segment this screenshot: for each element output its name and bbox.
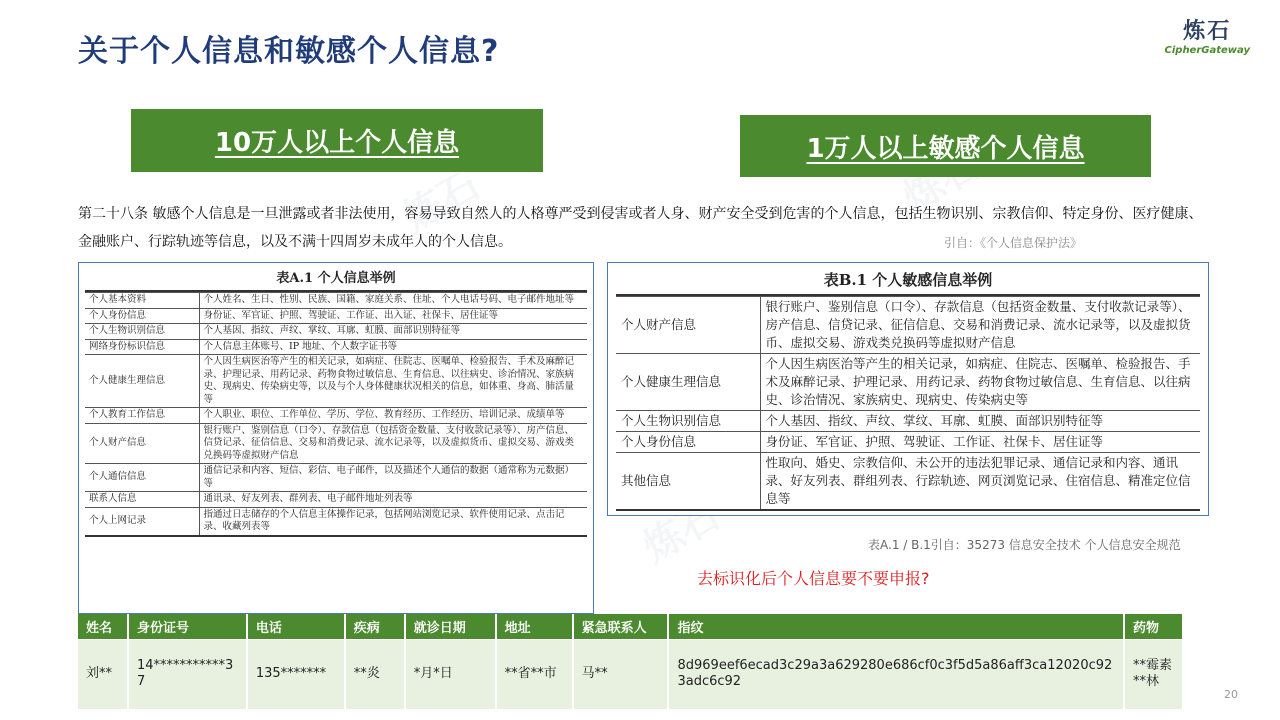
column-header: 紧急联系人 bbox=[573, 614, 669, 639]
table-row bbox=[85, 423, 587, 464]
row-description: 银行账户、鉴别信息（口令）、存款信息（包括资金数量、支付收款记录等）、房产信息、信贷记录、征信信息、交易和消费记录、流水记录等，以及虚拟货币、虚拟交易、游戏类兑换码等虚拟财产信息 bbox=[760, 297, 1200, 354]
banner-sensitive-info bbox=[740, 115, 1151, 177]
data-cell: **霉素 **林 bbox=[1124, 639, 1183, 709]
watermark: 炼石 bbox=[395, 161, 488, 242]
table-row bbox=[85, 339, 587, 355]
data-cell: 刘** bbox=[78, 639, 128, 709]
table-b1-caption: 表B.1 个人敏感信息举例 bbox=[616, 267, 1200, 296]
table-row bbox=[85, 355, 587, 408]
row-description: 个人基因、指纹、声纹、掌纹、耳廓、虹膜、面部识别特征等 bbox=[760, 411, 1200, 432]
table-row bbox=[616, 297, 1200, 354]
table-row bbox=[85, 492, 587, 508]
row-category: 个人教育工作信息 bbox=[85, 408, 199, 424]
row-description: 个人职业、职位、工作单位、学历、学位、教育经历、工作经历、培训记录、成绩单等 bbox=[199, 408, 587, 424]
table-a1-body bbox=[85, 292, 587, 537]
table-row bbox=[616, 354, 1200, 411]
table-a1 bbox=[78, 262, 594, 614]
table-row bbox=[85, 293, 587, 309]
table-row bbox=[85, 308, 587, 324]
row-description: 个人因生病医治等产生的相关记录，如病症、住院志、医嘱单、检验报告、手术及麻醉记录、护理记录、用药记录、药物食物过敏信息、生育信息、以往病史、诊治情况、家族病史、现病史、传染病史等 bbox=[760, 354, 1200, 411]
data-cell: **炎 bbox=[345, 639, 405, 709]
column-header: 就诊日期 bbox=[405, 614, 496, 639]
source-note: 表A.1 / B.1引自：35273 信息安全技术 个人信息安全规范 bbox=[868, 538, 1181, 552]
table-b1-body bbox=[616, 296, 1200, 511]
row-category: 个人基本资料 bbox=[85, 293, 199, 309]
row-description: 个人因生病医治等产生的相关记录，如病症、住院志、医嘱单、检验报告、手术及麻醉记录、护理记录、用药记录、药物食物过敏信息、生育信息、以往病史、诊治情况、家族病史、现病史、传染病史等，以及与个人身体健康状况相关的信息，如体重、身高、肺活量等 bbox=[199, 355, 587, 408]
table-row bbox=[616, 432, 1200, 453]
row-category: 个人上网记录 bbox=[85, 507, 199, 536]
column-header: 药物 bbox=[1124, 614, 1183, 639]
data-cell: *月*日 bbox=[405, 639, 496, 709]
column-header: 姓名 bbox=[78, 614, 128, 639]
row-description: 指通过日志储存的个人信息主体操作记录，包括网站浏览记录、软件使用记录、点击记录、收藏列表等 bbox=[199, 507, 587, 536]
data-cell: 8d969eef6ecad3c29a3a629280e686cf0c3f5d5a86aff3ca12020c923adc6c92 bbox=[668, 639, 1123, 709]
data-cell: 135******* bbox=[247, 639, 345, 709]
column-header: 疾病 bbox=[345, 614, 405, 639]
row-category: 个人身份信息 bbox=[616, 432, 760, 453]
banner-label: 10万人以上个人信息 bbox=[214, 128, 460, 158]
row-description: 银行账户、鉴别信息（口令）、存款信息（包括资金数量、支付收款记录等）、房产信息、信贷记录、征信信息、交易和消费记录、流水记录等，以及虚拟货币、虚拟交易、游戏类兑换码等虚拟财产信息 bbox=[199, 423, 587, 464]
logo bbox=[1165, 14, 1250, 56]
table-row bbox=[85, 324, 587, 340]
row-description: 身份证、军官证、护照、驾驶证、工作证、出入证、社保卡、居住证等 bbox=[199, 308, 587, 324]
banner-personal-info bbox=[131, 109, 543, 172]
column-header: 身份证号 bbox=[128, 614, 247, 639]
page-number: 20 bbox=[1224, 688, 1238, 701]
row-description: 个人基因、指纹、声纹、掌纹、耳廓、虹膜、面部识别特征等 bbox=[199, 324, 587, 340]
row-category: 个人健康生理信息 bbox=[85, 355, 199, 408]
row-category: 个人财产信息 bbox=[616, 297, 760, 354]
table-a1-caption: 表A.1 个人信息举例 bbox=[85, 265, 587, 292]
table-b1 bbox=[607, 262, 1209, 516]
row-category: 个人生物识别信息 bbox=[616, 411, 760, 432]
row-category: 个人通信信息 bbox=[85, 464, 199, 492]
table-row bbox=[85, 507, 587, 536]
row-category: 个人生物识别信息 bbox=[85, 324, 199, 340]
row-description: 身份证、军官证、护照、驾驶证、工作证、社保卡、居住证等 bbox=[760, 432, 1200, 453]
data-cell: 马** bbox=[573, 639, 669, 709]
row-description: 性取向、婚史、宗教信仰、未公开的违法犯罪记录、通信记录和内容、通讯录、好友列表、群组列表、行踪轨迹、网页浏览记录、住宿信息、精准定位信息等 bbox=[760, 453, 1200, 511]
data-cell: **省**市 bbox=[496, 639, 573, 709]
banner-label: 1万人以上敏感个人信息 bbox=[806, 133, 1085, 164]
table-row bbox=[616, 411, 1200, 432]
column-header: 指纹 bbox=[668, 614, 1123, 639]
row-category: 个人财产信息 bbox=[85, 423, 199, 464]
row-category: 联系人信息 bbox=[85, 492, 199, 508]
row-description: 个人信息主体账号、IP 地址、个人数字证书等 bbox=[199, 339, 587, 355]
table-row bbox=[85, 408, 587, 424]
question: 去标识化后个人信息要不要申报? bbox=[697, 569, 930, 588]
row-category: 其他信息 bbox=[616, 453, 760, 511]
row-description: 个人姓名、生日、性别、民族、国籍、家庭关系、住址、个人电话号码、电子邮件地址等 bbox=[199, 293, 587, 309]
law-article: 第二十八条 敏感个人信息是一旦泄露或者非法使用，容易导致自然人的人格尊严受到侵害或者人身、财产安全受到危害的个人信息，包括生物识别、宗教信仰、特定身份、医疗健康、金融账户、行踪轨迹等信息，以及不满十四周岁未成年人的个人信息。 bbox=[78, 206, 1203, 250]
logo-en: CipherGateway bbox=[1164, 45, 1250, 56]
table-row bbox=[85, 464, 587, 492]
column-header: 电话 bbox=[247, 614, 345, 639]
table-row bbox=[616, 453, 1200, 511]
row-description: 通信记录和内容、短信、彩信、电子邮件，以及描述个人通信的数据（通常称为元数据）等 bbox=[199, 464, 587, 492]
row-description: 通讯录、好友列表、群列表、电子邮件地址列表等 bbox=[199, 492, 587, 508]
column-header: 地址 bbox=[496, 614, 573, 639]
sample-data-table bbox=[78, 614, 1184, 710]
watermark: 炼石 bbox=[895, 141, 988, 222]
watermark: 炼石 bbox=[635, 491, 728, 572]
row-category: 个人身份信息 bbox=[85, 308, 199, 324]
page-title: 关于个人信息和敏感个人信息? bbox=[78, 34, 500, 69]
row-category: 个人健康生理信息 bbox=[616, 354, 760, 411]
data-cell: 14***********37 bbox=[128, 639, 247, 709]
row-category: 网络身份标识信息 bbox=[85, 339, 199, 355]
logo-cn: 炼石 bbox=[1183, 19, 1232, 44]
citation: 引自：《个人信息保护法》 bbox=[944, 236, 1083, 250]
